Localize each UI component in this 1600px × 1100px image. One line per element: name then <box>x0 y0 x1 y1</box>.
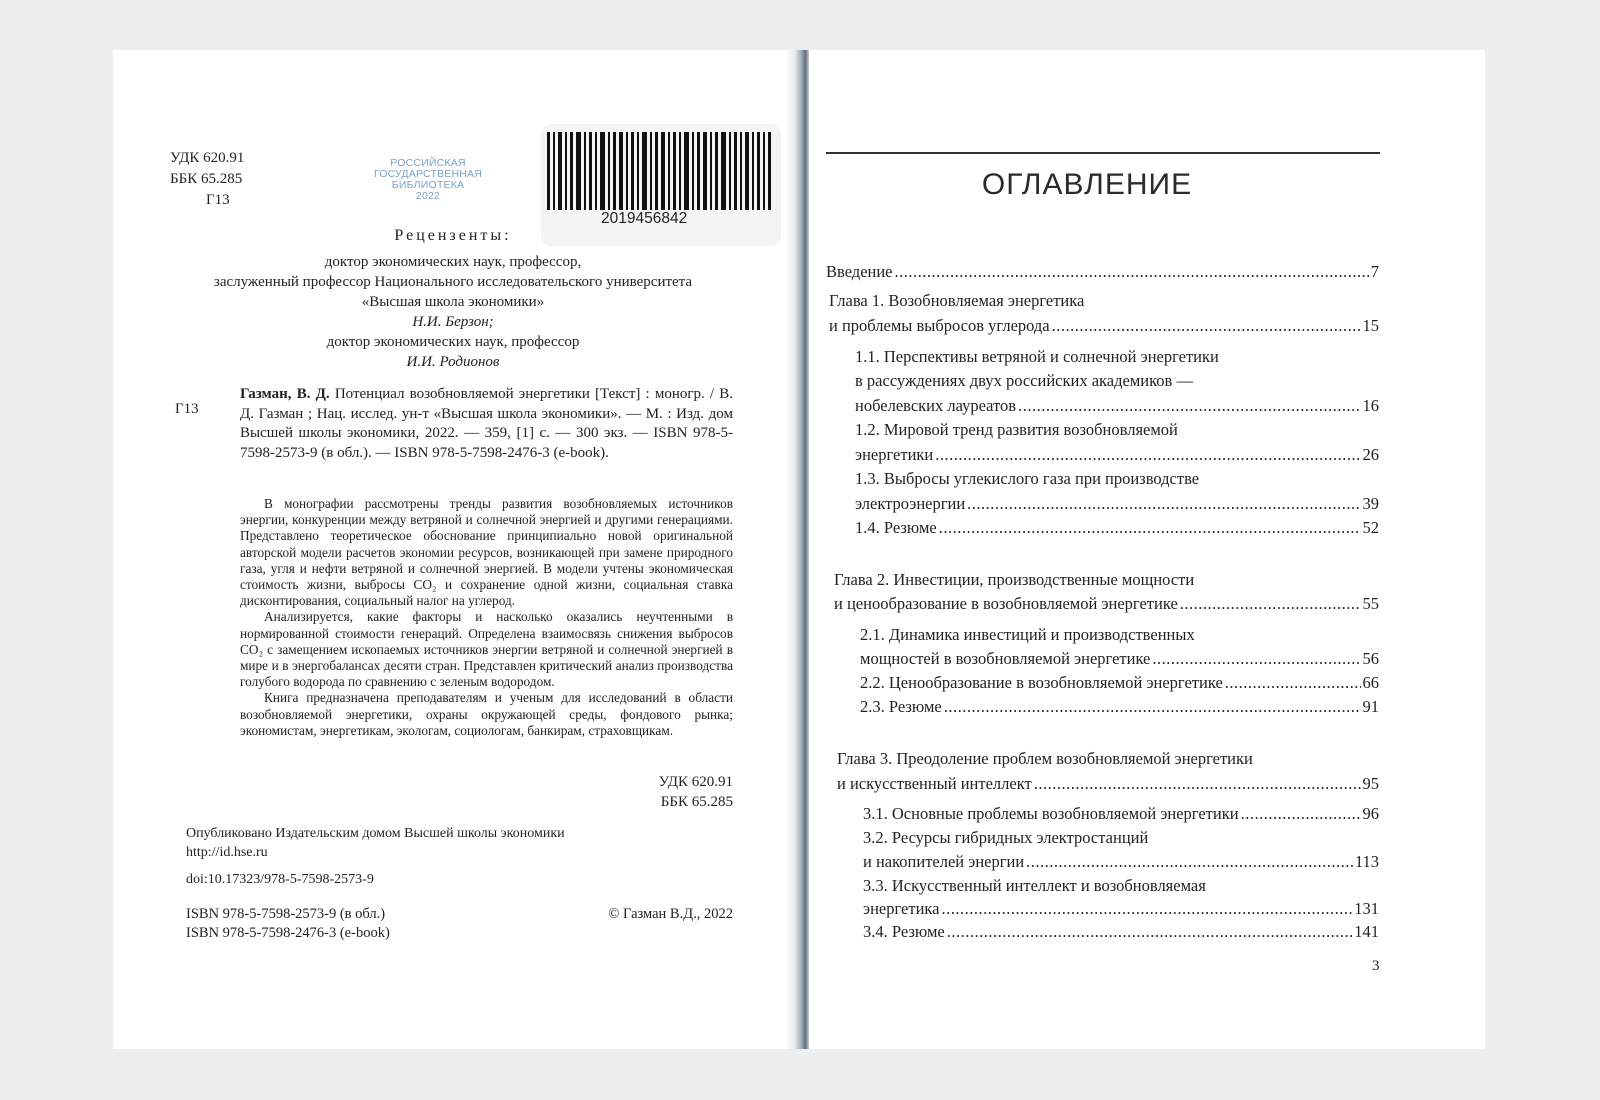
toc-section-1-1-line: в рассуждениях двух российских академиков — <box>855 371 1193 390</box>
toc-entry-title: и ценообразование в возобновляемой энергетике <box>834 594 1178 613</box>
toc-chapter-1-line: Глава 1. Возобновляемая энергетика <box>829 291 1085 310</box>
toc-page: 39 <box>1362 494 1379 513</box>
stamp-line-2: ГОСУДАРСТВЕННАЯ <box>373 168 483 180</box>
toc-leader <box>942 898 1353 920</box>
toc-page: 66 <box>1362 673 1379 692</box>
toc-page: 15 <box>1362 316 1379 335</box>
toc-section-2-1-line: 2.1. Динамика инвестиций и производственных <box>860 625 1195 644</box>
library-stamp <box>363 158 493 202</box>
doi: doi:10.17323/978-5-7598-2573-9 <box>186 872 374 887</box>
barcode-number: 2019456842 <box>601 210 688 227</box>
toc-entry-title: 3.1. Основные проблемы возобновляемой энергетики <box>863 804 1239 823</box>
toc-entry-section-2-3 <box>860 696 1379 718</box>
toc-entry-title: нобелевских лауреатов <box>855 396 1017 415</box>
abstract-paragraph: В монографии рассмотрены тренды развития возобновляемых источников энергии, конкуренции между ветряной и солнечной энергией и другими генерациями. Представлено теоретическое обоснование принципиально новой оригинальной авторской модели расчетов экономии ресурсов, возникающей при замене природного газа, угля и нефти ветряной и солнечной энергией. В модели учтены экономическая стоимость жизни, выбросы CO₂ и сохранение одной жизни, социальная ставка дисконтирования, социальный налог на углерод. <box>240 496 733 609</box>
toc-leader <box>1052 315 1361 337</box>
abstract <box>240 496 733 739</box>
book-gutter <box>785 50 809 1049</box>
toc-entry-title: 1.4. Резюме <box>855 518 937 537</box>
biblio-author: Газман, В. Д. <box>240 386 330 402</box>
reviewer-name: И.И. Родионов <box>406 354 500 370</box>
toc-entry-section-3-2 <box>863 851 1379 873</box>
toc-entry-title: энергетики <box>855 445 934 464</box>
reviewer-line: доктор экономических наук, профессор <box>326 334 580 350</box>
toc-leader <box>1152 648 1360 670</box>
publisher-url: http://id.hse.ru <box>186 845 268 860</box>
toc-page: 91 <box>1362 697 1379 716</box>
classification-repeat <box>613 772 733 812</box>
toc-leader <box>895 261 1369 283</box>
toc-page: 56 <box>1362 649 1379 668</box>
toc-page: 52 <box>1362 518 1379 537</box>
toc-chapter-3-line: Глава 3. Преодоление проблем возобновляемой энергетики <box>837 749 1253 768</box>
toc-leader <box>939 517 1361 539</box>
reviewer-line: доктор экономических наук, профессор, <box>324 254 582 270</box>
toc-entry-section-3-4 <box>863 921 1379 943</box>
bibliographic-record <box>240 385 733 463</box>
reviewers-list <box>153 252 753 372</box>
toc-entry-title: 2.2. Ценообразование в возобновляемой энергетике <box>860 673 1223 692</box>
toc-page: 95 <box>1362 774 1379 793</box>
toc-entry-title: 2.3. Резюме <box>860 697 942 716</box>
udk-code: УДК 620.91 <box>170 150 245 166</box>
toc-entry-section-3-1 <box>863 803 1379 825</box>
udk-code-repeat: УДК 620.91 <box>658 774 733 790</box>
abstract-paragraph: Анализируется, какие факторы и насколько оказались неучтенными в нормированной стоимости генераций. Определена взаимосвязь снижения выбросов CO₂ с замещением ископаемых источников энергии ветряной и солнечной энергией в мире и в энергобалансах десяти стран. Представлен критический анализ производства голубого водорода по сравнению с зеленым водородом. <box>240 609 733 690</box>
bbk-code: ББК 65.285 <box>170 171 243 187</box>
reviewers-title: Рецензенты: <box>394 227 512 244</box>
copyright: © Газман В.Д., 2022 <box>608 906 733 922</box>
toc-leader <box>935 444 1360 466</box>
toc-entry-title: и проблемы выбросов углерода <box>829 316 1050 335</box>
published-by: Опубликовано Издательским домом Высшей школы экономики <box>186 826 565 841</box>
left-page-imprint <box>113 50 793 1049</box>
toc-page: 131 <box>1354 899 1379 918</box>
toc-page: 16 <box>1362 396 1379 415</box>
toc-chapter-2-line: Глава 2. Инвестиции, производственные мощности <box>834 570 1195 589</box>
toc-leader <box>1225 672 1361 694</box>
toc-leader <box>944 696 1361 718</box>
book-spread <box>113 50 1485 1049</box>
isbn-ebook: ISBN 978-5-7598-2476-3 (e-book) <box>186 925 390 941</box>
toc-leader <box>1018 395 1360 417</box>
isbn-print: ISBN 978-5-7598-2573-9 (в обл.) <box>186 906 386 922</box>
toc-entry-section-1-2 <box>855 444 1379 466</box>
abstract-paragraph: Книга предназначена преподавателям и ученым для исследований в области возобновляемой энергетики, охраны окружающей среды, фондового рынка; экономистам, энергетикам, экологам, социологам, банкирам, страховщикам. <box>240 690 733 738</box>
bbk-code-repeat: ББК 65.285 <box>660 794 733 810</box>
reviewer-line: «Высшая школа экономики» <box>361 294 545 310</box>
toc-section-3-3-line: 3.3. Искусственный интеллект и возобновляемая <box>863 876 1206 895</box>
toc-leader <box>1026 851 1353 873</box>
toc-entry-intro <box>826 261 1379 283</box>
toc-section-3-2-line: 3.2. Ресурсы гибридных электростанций <box>863 828 1149 847</box>
toc-entry-chapter-2 <box>834 593 1379 615</box>
reviewer-name: Н.И. Берзон; <box>412 314 494 330</box>
toc-leader <box>967 493 1360 515</box>
toc-page: 113 <box>1354 852 1379 871</box>
publisher-info <box>186 824 565 862</box>
toc-entry-section-2-2 <box>860 672 1379 694</box>
toc-entry-title: 3.4. Резюме <box>863 922 945 941</box>
toc-entry-title: энергетика <box>863 899 940 918</box>
toc-entry-title: и искусственный интеллект <box>837 774 1032 793</box>
toc-title: ОГЛАВЛЕНИЕ <box>981 168 1193 201</box>
toc-page: 55 <box>1362 594 1379 613</box>
page-number: 3 <box>1372 958 1380 974</box>
biblio-text: Потенциал возобновляемой энергетики [Текст] : моногр. / В. Д. Газман ; Нац. исслед. ун-т «Высшая школа экономики». — М. : Изд. дом Высшей школы экономики, 2022. — 359, [1] с. — 300 экз. — ISBN 978-5-7598-2573-9 (в обл.). — ISBN 978-5-7598-2476-3 (e-book). <box>240 386 734 461</box>
toc-section-1-3-line: 1.3. Выбросы углекислого газа при производстве <box>855 469 1200 488</box>
table-of-contents <box>807 50 1485 1049</box>
stamp-line-3: БИБЛИОТЕКА <box>391 179 465 191</box>
toc-entry-chapter-3 <box>837 773 1379 795</box>
toc-page: 141 <box>1354 922 1379 941</box>
right-page-contents <box>807 50 1485 1049</box>
toc-entry-section-1-3 <box>855 493 1379 515</box>
toc-entry-title: и накопителей энергии <box>863 852 1025 871</box>
toc-entry-section-3-3 <box>863 898 1379 920</box>
toc-entry-section-1-4 <box>855 517 1379 539</box>
toc-entry-section-2-1 <box>860 648 1379 670</box>
classification-block <box>170 148 244 211</box>
author-mark: Г13 <box>206 192 230 208</box>
stamp-line-4: 2022 <box>415 190 441 202</box>
side-author-mark: Г13 <box>175 401 199 417</box>
toc-leader <box>1034 773 1361 795</box>
toc-leader <box>1180 593 1361 615</box>
reviewer-line: заслуженный профессор Национального исследовательского университета <box>213 274 693 290</box>
toc-section-1-1-line: 1.1. Перспективы ветряной и солнечной энергетики <box>855 347 1219 366</box>
toc-leader <box>947 921 1352 943</box>
toc-entry-title: электроэнергии <box>855 494 966 513</box>
toc-entry-section-1-1 <box>855 395 1379 417</box>
barcode-icon <box>547 132 772 210</box>
toc-page: 96 <box>1362 804 1379 823</box>
toc-section-1-2-line: 1.2. Мировой тренд развития возобновляемой <box>855 420 1178 439</box>
toc-leader <box>1241 803 1361 825</box>
toc-page: 7 <box>1370 262 1379 281</box>
toc-page: 26 <box>1362 445 1379 464</box>
toc-entry-chapter-1 <box>829 315 1379 337</box>
toc-entry-title: Введение <box>826 262 893 281</box>
stamp-line-1: РОССИЙСКАЯ <box>390 157 466 169</box>
toc-entry-title: мощностей в возобновляемой энергетике <box>860 649 1151 668</box>
isbn-block <box>186 905 390 943</box>
